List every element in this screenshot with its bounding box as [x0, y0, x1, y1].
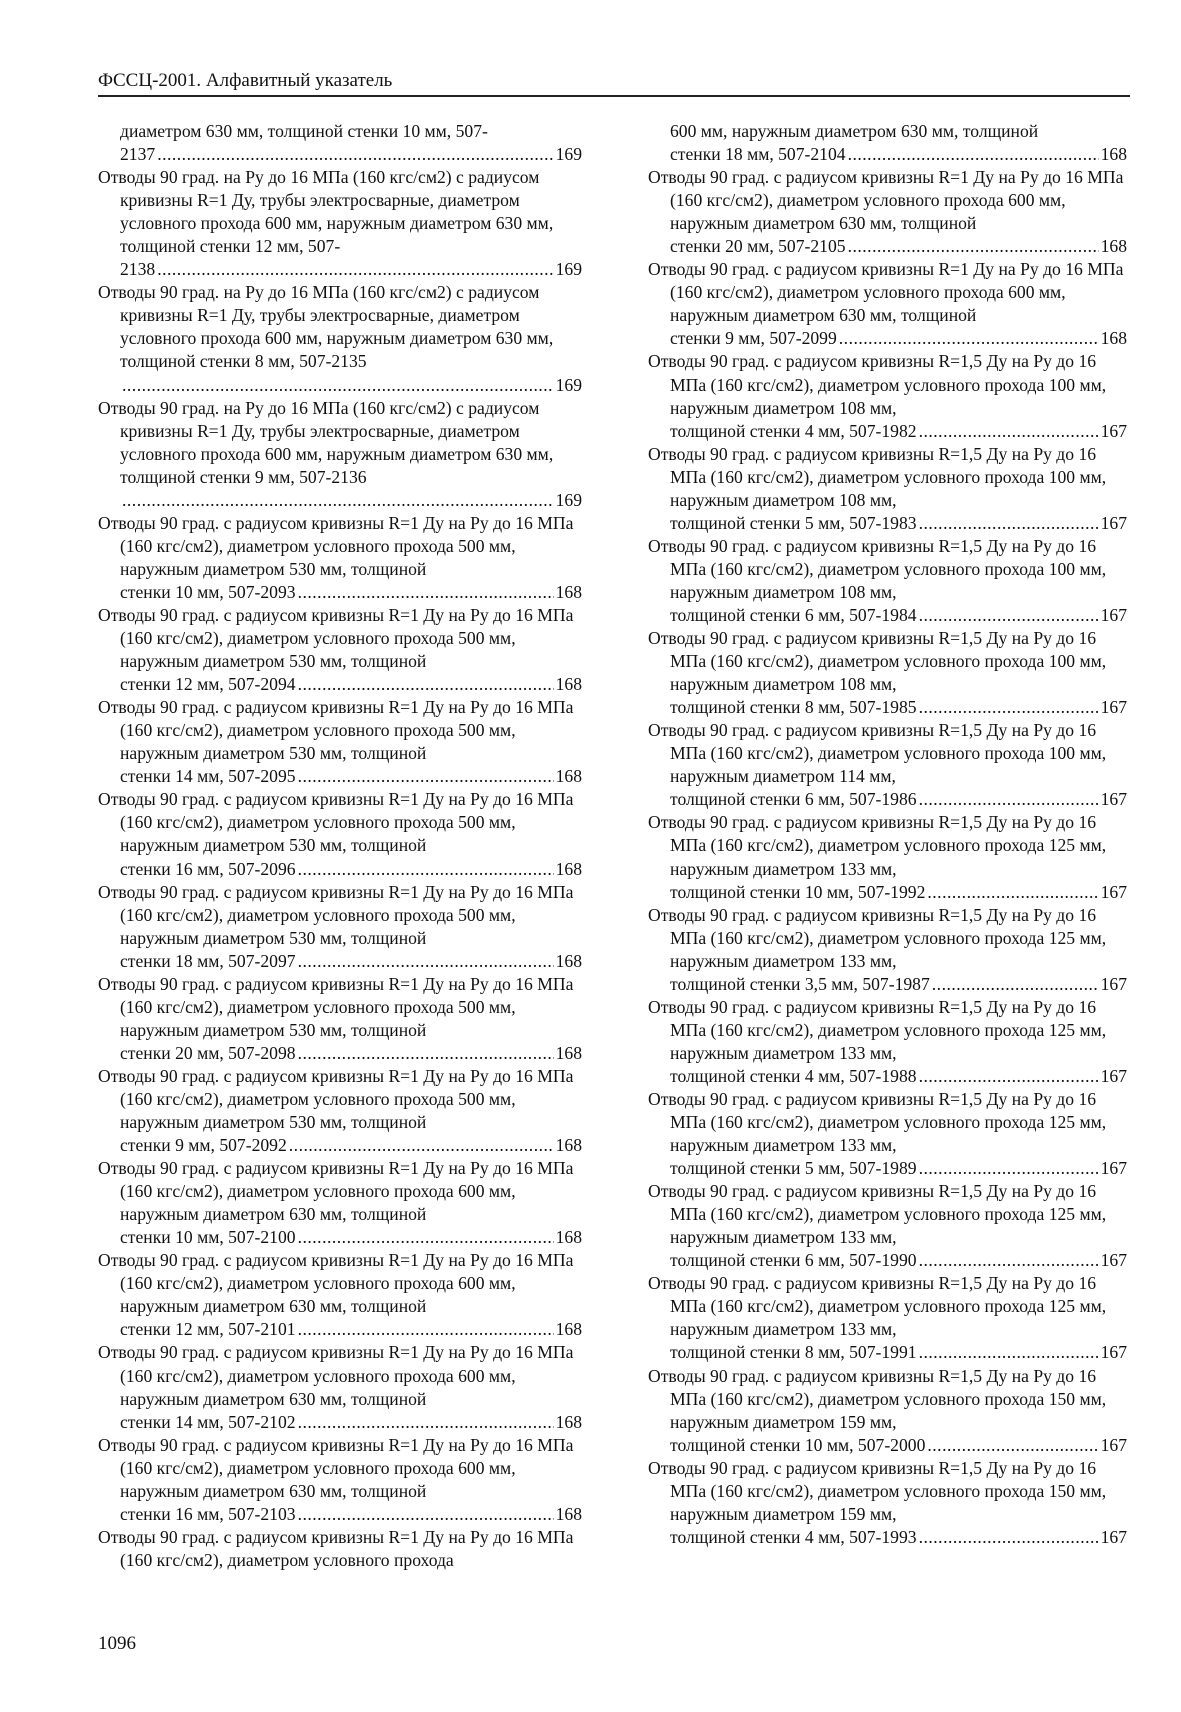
index-entry-leader	[670, 604, 1127, 627]
index-entry-page: 167	[1100, 512, 1127, 533]
dot-leader	[927, 1434, 1098, 1457]
index-entry	[98, 604, 582, 696]
index-entry-leader	[670, 1249, 1127, 1272]
index-entry-leader	[120, 1226, 582, 1249]
index-entry-code: стенки 16 мм, 507-2103	[120, 1503, 296, 1524]
index-entry-leader	[670, 1341, 1127, 1364]
index-entry-leader	[670, 1526, 1127, 1549]
index-entry-page: 168	[555, 674, 582, 695]
index-entry-code: стенки 10 мм, 507-2093	[120, 581, 296, 602]
dot-leader	[919, 1157, 1099, 1180]
dot-leader	[122, 374, 554, 397]
index-entry-page: 167	[1100, 697, 1127, 718]
index-entry-code: стенки 10 мм, 507-2100	[120, 1227, 296, 1248]
index-entry-code: толщиной стенки 6 мм, 507-1990	[670, 1250, 917, 1271]
index-entry	[648, 996, 1127, 1088]
index-entry	[98, 120, 582, 166]
index-entry-page: 168	[555, 950, 582, 971]
index-entry-code: толщиной стенки 6 мм, 507-1984	[670, 604, 917, 625]
index-entry-text: Отводы 90 град. с радиусом кривизны R=1,5 Ду на Ру до 16 МПа (160 кгс/см2), диаметром условного прохода 125 мм, наружным диаметром 133 мм,	[648, 904, 1107, 971]
index-entry-leader	[670, 420, 1127, 443]
index-entry-code: толщиной стенки 5 мм, 507-1989	[670, 1158, 917, 1179]
index-entry-code: стенки 9 мм, 507-2092	[120, 1135, 287, 1156]
index-entry-page: 168	[1100, 236, 1127, 257]
index-entry	[648, 1272, 1127, 1364]
index-entry-text: Отводы 90 град. с радиусом кривизны R=1 Ду на Ру до 16 МПа (160 кгс/см2), диаметром условного прохода 600 мм, наружным диаметром 630 мм, толщиной	[648, 167, 1124, 234]
index-entry-leader	[120, 1134, 582, 1157]
dot-leader	[919, 512, 1099, 535]
index-entry-text: Отводы 90 град. с радиусом кривизны R=1,5 Ду на Ру до 16 МПа (160 кгс/см2), диаметром условного прохода 125 мм, наружным диаметром 133 мм,	[648, 996, 1107, 1063]
index-entry-leader	[120, 1042, 582, 1065]
dot-leader	[157, 143, 553, 166]
index-entry-text: Отводы 90 град. с радиусом кривизны R=1 Ду на Ру до 16 МПа (160 кгс/см2), диаметром условного прохода 600 мм, наружным диаметром 630 мм, толщиной	[98, 1434, 574, 1501]
page-number: 1096	[98, 1633, 136, 1654]
index-entry-code: толщиной стенки 4 мм, 507-1993	[670, 1526, 917, 1547]
index-entry	[648, 1088, 1127, 1180]
dot-leader	[298, 1503, 554, 1526]
index-entry-page: 167	[1100, 1158, 1127, 1179]
index-entry-leader	[120, 143, 582, 166]
index-entry-code: стенки 20 мм, 507-2105	[670, 236, 846, 257]
index-entry-text: Отводы 90 град. с радиусом кривизны R=1,5 Ду на Ру до 16 МПа (160 кгс/см2), диаметром условного прохода 125 мм, наружным диаметром 133 мм,	[648, 812, 1107, 879]
index-entry-page: 168	[1100, 328, 1127, 349]
index-entry-text: Отводы 90 град. с радиусом кривизны R=1,5 Ду на Ру до 16 МПа (160 кгс/см2), диаметром условного прохода 100 мм, наружным диаметром 108 мм,	[648, 628, 1107, 695]
dot-leader	[919, 1526, 1099, 1549]
index-entry-leader	[120, 1318, 582, 1341]
index-entry-code: стенки 14 мм, 507-2095	[120, 766, 296, 787]
index-entry	[98, 788, 582, 880]
index-entry-page: 168	[555, 1319, 582, 1340]
index-entry	[648, 443, 1127, 535]
index-entry-code: стенки 18 мм, 507-2104	[670, 144, 846, 165]
index-entry-text: Отводы 90 град. с радиусом кривизны R=1 Ду на Ру до 16 МПа (160 кгс/см2), диаметром условного прохода 500 мм, наружным диаметром 530 мм, толщиной	[98, 789, 574, 856]
index-entry-leader	[120, 765, 582, 788]
index-entry-text: Отводы 90 град. с радиусом кривизны R=1,5 Ду на Ру до 16 МПа (160 кгс/см2), диаметром условного прохода 100 мм, наружным диаметром 108 мм,	[648, 351, 1107, 418]
dot-leader	[298, 1411, 554, 1434]
index-entry-leader	[120, 858, 582, 881]
index-entry	[648, 1457, 1127, 1549]
dot-leader	[289, 1134, 554, 1157]
index-entry	[648, 1180, 1127, 1272]
dot-leader	[298, 581, 554, 604]
index-entry-text: диаметром 630 мм, толщиной стенки 10 мм, 507-	[120, 121, 488, 141]
index-entry-leader	[670, 696, 1127, 719]
dot-leader	[919, 1341, 1099, 1364]
index-entry-text: Отводы 90 град. с радиусом кривизны R=1,5 Ду на Ру до 16 МПа (160 кгс/см2), диаметром условного прохода 125 мм, наружным диаметром 133 мм,	[648, 1181, 1107, 1248]
index-entry-code: толщиной стенки 10 мм, 507-1992	[670, 881, 926, 902]
dot-leader	[919, 788, 1099, 811]
dot-leader	[848, 143, 1099, 166]
index-entry-leader	[670, 1434, 1127, 1457]
index-entry-page: 167	[1100, 789, 1127, 810]
index-entry-code: стенки 16 мм, 507-2096	[120, 858, 296, 879]
index-entry-code: толщиной стенки 8 мм, 507-1985	[670, 697, 917, 718]
index-entry-page: 168	[555, 858, 582, 879]
index-entry-code: толщиной стенки 8 мм, 507-1991	[670, 1342, 917, 1363]
index-entry-text: Отводы 90 град. на Ру до 16 МПа (160 кгс/см2) с радиусом кривизны R=1 Ду, трубы электросварные, диаметром условного прохода 600 мм, наружным диаметром 630 мм, толщиной стенки 12 мм, 507-	[98, 167, 554, 257]
index-entry-leader	[670, 881, 1127, 904]
index-entry-code: толщиной стенки 6 мм, 507-1986	[670, 789, 917, 810]
index-entry-code: стенки 12 мм, 507-2094	[120, 674, 296, 695]
index-entry-page: 168	[555, 1411, 582, 1432]
index-entry-text: Отводы 90 град. с радиусом кривизны R=1 Ду на Ру до 16 МПа (160 кгс/см2), диаметром условного прохода	[98, 1526, 574, 1570]
index-entry-leader	[670, 512, 1127, 535]
index-entry	[98, 973, 582, 1065]
index-entry	[98, 1341, 582, 1433]
index-entry-code: стенки 18 мм, 507-2097	[120, 950, 296, 971]
index-entry-text: Отводы 90 град. с радиусом кривизны R=1,5 Ду на Ру до 16 МПа (160 кгс/см2), диаметром условного прохода 100 мм, наружным диаметром 114 мм,	[648, 720, 1107, 787]
dot-leader	[919, 1065, 1099, 1088]
index-entry-leader	[120, 1503, 582, 1526]
dot-leader	[919, 1249, 1099, 1272]
dot-leader	[927, 881, 1098, 904]
index-entry-text: Отводы 90 град. с радиусом кривизны R=1 Ду на Ру до 16 МПа (160 кгс/см2), диаметром условного прохода 500 мм, наружным диаметром 530 мм, толщиной	[98, 1065, 574, 1133]
index-entry	[648, 811, 1127, 903]
index-entry-code: толщиной стенки 4 мм, 507-1982	[670, 420, 917, 441]
index-entry-leader	[120, 673, 582, 696]
index-entry	[98, 512, 582, 604]
index-entry-code: стенки 20 мм, 507-2098	[120, 1042, 296, 1063]
index-entry-page: 168	[555, 766, 582, 787]
index-entry-page: 168	[555, 581, 582, 602]
index-entry	[648, 719, 1127, 811]
dot-leader	[848, 235, 1099, 258]
index-entry-leader	[120, 1411, 582, 1434]
page-header-title: ФССЦ-2001. Алфавитный указатель	[98, 70, 393, 91]
index-entry-code: толщиной стенки 10 мм, 507-2000	[670, 1434, 926, 1455]
index-entry-text: 600 мм, наружным диаметром 630 мм, толщиной	[670, 121, 1039, 141]
dot-leader	[122, 489, 554, 512]
index-entry	[648, 120, 1127, 166]
index-entry-page: 169	[555, 489, 582, 510]
index-entry-text: Отводы 90 град. с радиусом кривизны R=1,5 Ду на Ру до 16 МПа (160 кгс/см2), диаметром условного прохода 125 мм, наружным диаметром 133 мм,	[648, 1088, 1107, 1156]
index-entry-page: 167	[1100, 1065, 1127, 1086]
dot-leader	[157, 258, 553, 281]
index-entry-leader	[120, 258, 582, 281]
index-column-left	[98, 120, 582, 1572]
index-entry	[98, 281, 582, 396]
index-entry-page: 167	[1100, 1526, 1127, 1547]
index-entry-leader	[670, 143, 1127, 166]
index-entry-page: 167	[1100, 604, 1127, 625]
page-header	[98, 70, 1130, 97]
index-entry-code: стенки 14 мм, 507-2102	[120, 1411, 296, 1432]
dot-leader	[919, 420, 1099, 443]
index-entry	[648, 627, 1127, 719]
index-entry-leader	[670, 788, 1127, 811]
index-entry	[648, 258, 1127, 350]
index-entry-page: 167	[1100, 1342, 1127, 1363]
index-entry	[648, 904, 1127, 996]
index-entry-page: 167	[1100, 1250, 1127, 1271]
index-entry-page: 168	[555, 1042, 582, 1063]
index-entry-text: Отводы 90 град. с радиусом кривизны R=1,5 Ду на Ру до 16 МПа (160 кгс/см2), диаметром условного прохода 100 мм, наружным диаметром 108 мм,	[648, 535, 1107, 602]
dot-leader	[839, 327, 1099, 350]
index-entry-leader	[120, 374, 582, 397]
index-entry-page: 169	[555, 144, 582, 165]
index-entry-text: Отводы 90 град. с радиусом кривизны R=1,5 Ду на Ру до 16 МПа (160 кгс/см2), диаметром условного прохода 150 мм, наружным диаметром 159 мм,	[648, 1365, 1107, 1432]
index-entry	[648, 350, 1127, 442]
index-entry-text: Отводы 90 град. с радиусом кривизны R=1 Ду на Ру до 16 МПа (160 кгс/см2), диаметром условного прохода 500 мм, наружным диаметром 530 мм, толщиной	[98, 973, 574, 1040]
index-entry-leader	[670, 1065, 1127, 1088]
index-entry	[98, 881, 582, 973]
index-entry-page: 169	[555, 374, 582, 395]
dot-leader	[298, 1318, 554, 1341]
dot-leader	[298, 858, 554, 881]
index-entry-leader	[120, 950, 582, 973]
index-entry-page: 168	[1100, 144, 1127, 165]
index-entry	[648, 535, 1127, 627]
index-entry	[98, 1157, 582, 1249]
index-entry-leader	[670, 973, 1127, 996]
index-entry-code: толщиной стенки 4 мм, 507-1988	[670, 1065, 917, 1086]
index-entry	[98, 1065, 582, 1157]
index-entry	[648, 1365, 1127, 1457]
dot-leader	[298, 950, 554, 973]
index-entry	[98, 166, 582, 281]
dot-leader	[298, 1042, 554, 1065]
index-entry	[98, 1434, 582, 1526]
dot-leader	[919, 696, 1099, 719]
index-entry-page: 168	[555, 1227, 582, 1248]
index-entry-text: Отводы 90 град. с радиусом кривизны R=1 Ду на Ру до 16 МПа (160 кгс/см2), диаметром условного прохода 600 мм, наружным диаметром 630 мм, толщиной	[98, 1158, 574, 1225]
index-entry-leader	[670, 327, 1127, 350]
dot-leader	[932, 973, 1099, 996]
index-entry-text: Отводы 90 град. с радиусом кривизны R=1 Ду на Ру до 16 МПа (160 кгс/см2), диаметром условного прохода 500 мм, наружным диаметром 530 мм, толщиной	[98, 604, 574, 672]
index-entry-page: 169	[555, 259, 582, 280]
index-entry	[98, 696, 582, 788]
index-entry-code: 2137	[120, 144, 156, 165]
index-column-right	[648, 120, 1127, 1549]
index-entry-leader	[120, 489, 582, 512]
index-entry-text: Отводы 90 град. на Ру до 16 МПа (160 кгс/см2) с радиусом кривизны R=1 Ду, трубы электросварные, диаметром условного прохода 600 мм, наружным диаметром 630 мм, толщиной стенки 9 мм, 507-2136	[98, 397, 554, 487]
index-entry	[98, 1249, 582, 1341]
index-entry-code: толщиной стенки 5 мм, 507-1983	[670, 512, 917, 533]
index-entry-page: 167	[1100, 1434, 1127, 1455]
index-entry-text: Отводы 90 град. с радиусом кривизны R=1,5 Ду на Ру до 16 МПа (160 кгс/см2), диаметром условного прохода 150 мм, наружным диаметром 159 мм,	[648, 1457, 1107, 1524]
index-entry-leader	[670, 235, 1127, 258]
index-entry-text: Отводы 90 град. с радиусом кривизны R=1 Ду на Ру до 16 МПа (160 кгс/см2), диаметром условного прохода 600 мм, наружным диаметром 630 мм, толщиной	[98, 1342, 574, 1409]
index-entry	[648, 166, 1127, 258]
index-entry-code: стенки 12 мм, 507-2101	[120, 1319, 296, 1340]
index-entry-page: 167	[1100, 881, 1127, 902]
index-entry	[98, 1526, 582, 1572]
dot-leader	[298, 765, 554, 788]
dot-leader	[298, 1226, 554, 1249]
index-entry-code: 2138	[120, 259, 156, 280]
dot-leader	[919, 604, 1099, 627]
index-entry-page: 168	[555, 1503, 582, 1524]
index-entry-leader	[120, 581, 582, 604]
index-entry-text: Отводы 90 град. с радиусом кривизны R=1 Ду на Ру до 16 МПа (160 кгс/см2), диаметром условного прохода 500 мм, наружным диаметром 530 мм, толщиной	[98, 697, 574, 764]
index-entry-text: Отводы 90 град. с радиусом кривизны R=1 Ду на Ру до 16 МПа (160 кгс/см2), диаметром условного прохода 600 мм, наружным диаметром 630 мм, толщиной	[98, 1250, 574, 1317]
index-entry-text: Отводы 90 град. на Ру до 16 МПа (160 кгс/см2) с радиусом кривизны R=1 Ду, трубы электросварные, диаметром условного прохода 600 мм, наружным диаметром 630 мм, толщиной стенки 8 мм, 507-2135	[98, 282, 554, 372]
index-entry-page: 168	[555, 1135, 582, 1156]
index-entry-code: стенки 9 мм, 507-2099	[670, 328, 837, 349]
index-entry-code: толщиной стенки 3,5 мм, 507-1987	[670, 973, 930, 994]
index-entry-text: Отводы 90 град. с радиусом кривизны R=1 Ду на Ру до 16 МПа (160 кгс/см2), диаметром условного прохода 500 мм, наружным диаметром 530 мм, толщиной	[98, 512, 574, 579]
index-entry	[98, 397, 582, 512]
dot-leader	[298, 673, 554, 696]
index-entry-text: Отводы 90 град. с радиусом кривизны R=1,5 Ду на Ру до 16 МПа (160 кгс/см2), диаметром условного прохода 100 мм, наружным диаметром 108 мм,	[648, 443, 1107, 510]
index-entry-leader	[670, 1157, 1127, 1180]
index-entry-text: Отводы 90 град. с радиусом кривизны R=1,5 Ду на Ру до 16 МПа (160 кгс/см2), диаметром условного прохода 125 мм, наружным диаметром 133 мм,	[648, 1273, 1107, 1340]
index-entry-page: 167	[1100, 973, 1127, 994]
index-entry-text: Отводы 90 град. с радиусом кривизны R=1 Ду на Ру до 16 МПа (160 кгс/см2), диаметром условного прохода 500 мм, наружным диаметром 530 мм, толщиной	[98, 881, 574, 948]
index-entry-text: Отводы 90 град. с радиусом кривизны R=1 Ду на Ру до 16 МПа (160 кгс/см2), диаметром условного прохода 600 мм, наружным диаметром 630 мм, толщиной	[648, 259, 1124, 326]
index-entry-page: 167	[1100, 420, 1127, 441]
